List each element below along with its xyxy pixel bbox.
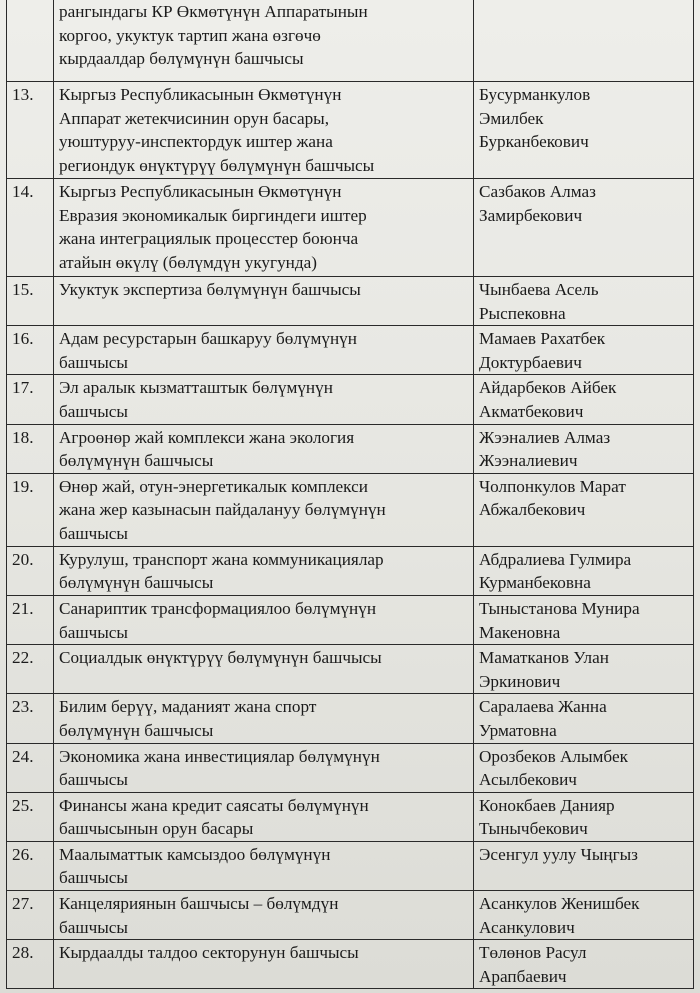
position-title: Кыргыз Республикасынын Өкмөтүнүн Аппарат жетекчисинин орун басары, уюштуруу-инспектордук иштер жана региондук өнүктүрүү бөлүмүнүн башчысы [54,82,474,179]
row-number: 16. [7,326,54,375]
row-number: 21. [7,595,54,644]
row-number: 20. [7,546,54,595]
row-number: 22. [7,645,54,694]
position-title: Экономика жана инвестициялар бөлүмүнүн башчысы [54,743,474,792]
table-row [7,0,694,82]
position-title: рангындагы КР Өкмөтүнүн Аппаратынын коргоо, укуктук тартип жана өзгөчө кырдаалдар бөлүмүнүн башчысы [54,0,474,82]
row-number: 23. [7,694,54,743]
person-name: Жээналиев Алмаз Жээналиевич [474,424,694,473]
position-title: Санариптик трансформациялоо бөлүмүнүн башчысы [54,595,474,644]
person-name: Сазбаков Алмаз Замирбекович [474,179,694,277]
table-row [7,645,694,694]
person-name: Асанкулов Женишбек Асанкулович [474,891,694,940]
person-name: Айдарбеков Айбек Акматбекович [474,375,694,424]
table-row [7,82,694,179]
table-row [7,694,694,743]
table-row [7,375,694,424]
position-title: Агроөнөр жай комплекси жана экология бөлүмүнүн башчысы [54,424,474,473]
position-title: Социалдык өнүктүрүү бөлүмүнүн башчысы [54,645,474,694]
row-number: 18. [7,424,54,473]
person-name: Төлөнов Расул Арапбаевич [474,940,694,989]
position-title: Өнөр жай, отун-энергетикалык комплекси жана жер казынасын пайдалануу бөлүмүнүн башчысы [54,473,474,546]
position-title: Финансы жана кредит саясаты бөлүмүнүн башчысынын орун басары [54,792,474,841]
row-number: 17. [7,375,54,424]
table-row [7,940,694,989]
row-number: 26. [7,841,54,890]
person-name: Конокбаев Данияр Тынычбекович [474,792,694,841]
table-row [7,179,694,277]
person-name: Маматканов Улан Эркинович [474,645,694,694]
row-number: 25. [7,792,54,841]
appointments-table [6,0,694,989]
row-number: 28. [7,940,54,989]
person-name: Абдралиева Гулмира Курманбековна [474,546,694,595]
person-name: Бусурманкулов Эмилбек Бурканбекович [474,82,694,179]
position-title: Кырдаалды талдоо секторунун башчысы [54,940,474,989]
table-row [7,277,694,326]
position-title: Билим берүү, маданият жана спорт бөлүмүнүн башчысы [54,694,474,743]
table-row [7,546,694,595]
position-title: Укуктук экспертиза бөлүмүнүн башчысы [54,277,474,326]
person-name: Тыныстанова Мунира Макеновна [474,595,694,644]
row-number: 27. [7,891,54,940]
position-title: Эл аралык кызматташтык бөлүмүнүн башчысы [54,375,474,424]
position-title: Маалыматтык камсыздоо бөлүмүнүн башчысы [54,841,474,890]
person-name [474,0,694,82]
row-number: 13. [7,82,54,179]
person-name: Чолпонкулов Марат Абжалбекович [474,473,694,546]
table-row [7,841,694,890]
row-number: 24. [7,743,54,792]
table-row [7,473,694,546]
position-title: Адам ресурстарын башкаруу бөлүмүнүн башчысы [54,326,474,375]
person-name: Орозбеков Алымбек Асылбекович [474,743,694,792]
position-title: Канцеляриянын башчысы – бөлүмдүн башчысы [54,891,474,940]
row-number [7,0,54,82]
position-title: Курулуш, транспорт жана коммуникациялар бөлүмүнүн башчысы [54,546,474,595]
table-row [7,326,694,375]
table-row [7,891,694,940]
table-row [7,424,694,473]
person-name: Мамаев Рахатбек Доктурбаевич [474,326,694,375]
position-title: Кыргыз Республикасынын Өкмөтүнүн Евразия экономикалык биргиндеги иштер жана интеграциялык процесстер боюнча атайын өкүлү (бөлүмдүн укугунда) [54,179,474,277]
row-number: 14. [7,179,54,277]
person-name: Чынбаева Асель Рыспековна [474,277,694,326]
row-number: 15. [7,277,54,326]
table-row [7,792,694,841]
person-name: Эсенгул уулу Чыңгыз [474,841,694,890]
table-row [7,743,694,792]
table-row [7,595,694,644]
row-number: 19. [7,473,54,546]
person-name: Саралаева Жанна Урматовна [474,694,694,743]
